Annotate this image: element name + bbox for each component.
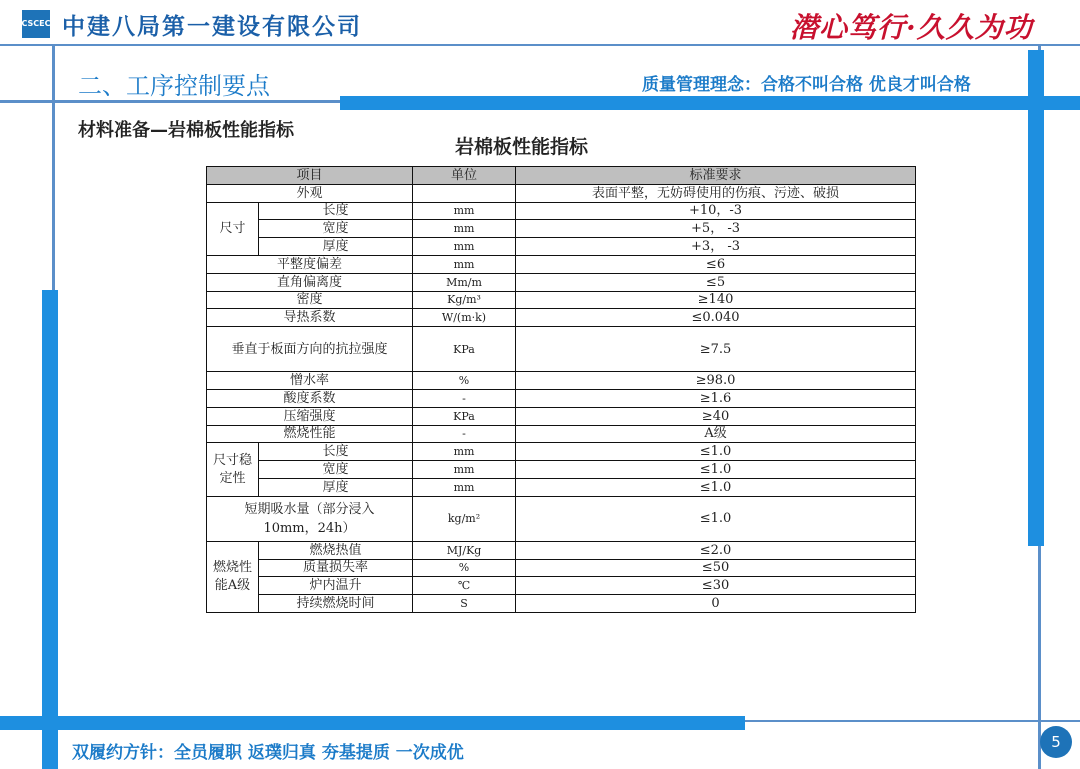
footer-bar bbox=[0, 716, 745, 730]
header-requirement: 标准要求 bbox=[516, 167, 916, 185]
table-row bbox=[207, 425, 916, 443]
footer-line bbox=[745, 720, 1080, 722]
item-cell: 垂直于板面方向的抗拉强度 bbox=[207, 327, 413, 372]
item-cell: 持续燃烧时间 bbox=[259, 595, 413, 613]
table-row bbox=[207, 496, 916, 541]
item-cell: 长度 bbox=[259, 443, 413, 461]
item-cell: 厚度 bbox=[259, 478, 413, 496]
unit-cell: % bbox=[413, 372, 516, 390]
item-cell: 外观 bbox=[207, 184, 413, 202]
group-cell: 尺寸 bbox=[207, 202, 259, 255]
table-row bbox=[207, 202, 916, 220]
spec-table bbox=[206, 166, 916, 613]
group-cell: 燃烧性能A级 bbox=[207, 541, 259, 612]
right-accent-bar bbox=[1028, 50, 1044, 546]
table-header-row bbox=[207, 167, 916, 185]
table-row bbox=[207, 478, 916, 496]
unit-cell: mm bbox=[413, 220, 516, 238]
req-cell: +10，-3 bbox=[516, 202, 916, 220]
unit-cell: mm bbox=[413, 255, 516, 273]
unit-cell: mm bbox=[413, 478, 516, 496]
unit-cell: MJ/Kg bbox=[413, 541, 516, 559]
req-cell: ≤1.0 bbox=[516, 496, 916, 541]
req-cell: ≥98.0 bbox=[516, 372, 916, 390]
item-cell: 密度 bbox=[207, 291, 413, 309]
item-cell: 压缩强度 bbox=[207, 407, 413, 425]
unit-cell: kg/m² bbox=[413, 496, 516, 541]
company-name: 中建八局第一建设有限公司 bbox=[62, 14, 362, 40]
header-unit: 单位 bbox=[413, 167, 516, 185]
table-title: 岩棉板性能指标 bbox=[455, 136, 589, 158]
unit-cell: KPa bbox=[413, 407, 516, 425]
policy-text: 双履约方针：全员履职 返璞归真 夯基提质 一次成优 bbox=[72, 743, 464, 763]
table-row bbox=[207, 309, 916, 327]
unit-cell: KPa bbox=[413, 327, 516, 372]
table-row bbox=[207, 184, 916, 202]
header-item: 项目 bbox=[207, 167, 413, 185]
slogan: 潜心笃行·久久为功 bbox=[790, 11, 1033, 44]
req-cell: ≥40 bbox=[516, 407, 916, 425]
table-row bbox=[207, 461, 916, 479]
req-cell: +3， -3 bbox=[516, 238, 916, 256]
item-cell: 宽度 bbox=[259, 220, 413, 238]
req-cell: ≤0.040 bbox=[516, 309, 916, 327]
item-cell: 憎水率 bbox=[207, 372, 413, 390]
req-cell: ≥7.5 bbox=[516, 327, 916, 372]
unit-cell: mm bbox=[413, 202, 516, 220]
unit-cell: W/(m·k) bbox=[413, 309, 516, 327]
unit-cell: ℃ bbox=[413, 577, 516, 595]
req-cell: ≤1.0 bbox=[516, 461, 916, 479]
unit-cell: Mm/m bbox=[413, 273, 516, 291]
table-row bbox=[207, 443, 916, 461]
unit-cell: % bbox=[413, 559, 516, 577]
req-cell: ≤1.0 bbox=[516, 443, 916, 461]
table-row bbox=[207, 291, 916, 309]
item-cell: 平整度偏差 bbox=[207, 255, 413, 273]
item-cell: 酸度系数 bbox=[207, 389, 413, 407]
unit-cell: mm bbox=[413, 238, 516, 256]
req-cell: ≤5 bbox=[516, 273, 916, 291]
item-cell: 厚度 bbox=[259, 238, 413, 256]
unit-cell: - bbox=[413, 425, 516, 443]
unit-cell: S bbox=[413, 595, 516, 613]
table-row bbox=[207, 220, 916, 238]
req-cell: 0 bbox=[516, 595, 916, 613]
item-cell: 短期吸水量（部分浸入10mm，24h） bbox=[207, 496, 413, 541]
req-cell: ≤6 bbox=[516, 255, 916, 273]
page-number: 5 bbox=[1040, 726, 1072, 758]
title-underline-thin bbox=[0, 100, 340, 103]
section-title: 二、工序控制要点 bbox=[78, 72, 270, 100]
item-cell: 燃烧热值 bbox=[259, 541, 413, 559]
item-cell: 直角偏离度 bbox=[207, 273, 413, 291]
table-row bbox=[207, 273, 916, 291]
req-cell: ≤1.0 bbox=[516, 478, 916, 496]
req-cell: +5， -3 bbox=[516, 220, 916, 238]
req-cell: 表面平整，无妨碍使用的伤痕、污迹、破损 bbox=[516, 184, 916, 202]
company-logo bbox=[22, 10, 50, 38]
table-row bbox=[207, 577, 916, 595]
req-cell: ≤2.0 bbox=[516, 541, 916, 559]
item-cell: 长度 bbox=[259, 202, 413, 220]
req-cell: A级 bbox=[516, 425, 916, 443]
item-cell: 导热系数 bbox=[207, 309, 413, 327]
logo-text: CSCEC bbox=[21, 19, 51, 28]
unit-cell: Kg/m³ bbox=[413, 291, 516, 309]
req-cell: ≥1.6 bbox=[516, 389, 916, 407]
unit-cell: - bbox=[413, 389, 516, 407]
quality-motto: 质量管理理念：合格不叫合格 优良才叫合格 bbox=[642, 75, 971, 95]
table-row bbox=[207, 389, 916, 407]
group-cell: 尺寸稳定性 bbox=[207, 443, 259, 496]
title-underline-bar bbox=[340, 96, 1080, 110]
table-row bbox=[207, 255, 916, 273]
table-row bbox=[207, 595, 916, 613]
left-accent-bar bbox=[42, 290, 58, 769]
req-cell: ≥140 bbox=[516, 291, 916, 309]
req-cell: ≤50 bbox=[516, 559, 916, 577]
req-cell: ≤30 bbox=[516, 577, 916, 595]
subheading: 材料准备—岩棉板性能指标 bbox=[78, 120, 294, 141]
table-row bbox=[207, 372, 916, 390]
header-divider bbox=[0, 44, 1080, 46]
unit-cell bbox=[413, 184, 516, 202]
item-cell: 炉内温升 bbox=[259, 577, 413, 595]
item-cell: 宽度 bbox=[259, 461, 413, 479]
unit-cell: mm bbox=[413, 461, 516, 479]
table-row bbox=[207, 559, 916, 577]
table-row bbox=[207, 407, 916, 425]
item-cell: 燃烧性能 bbox=[207, 425, 413, 443]
unit-cell: mm bbox=[413, 443, 516, 461]
table-row bbox=[207, 238, 916, 256]
table-row bbox=[207, 541, 916, 559]
table-row bbox=[207, 327, 916, 372]
item-cell: 质量损失率 bbox=[259, 559, 413, 577]
